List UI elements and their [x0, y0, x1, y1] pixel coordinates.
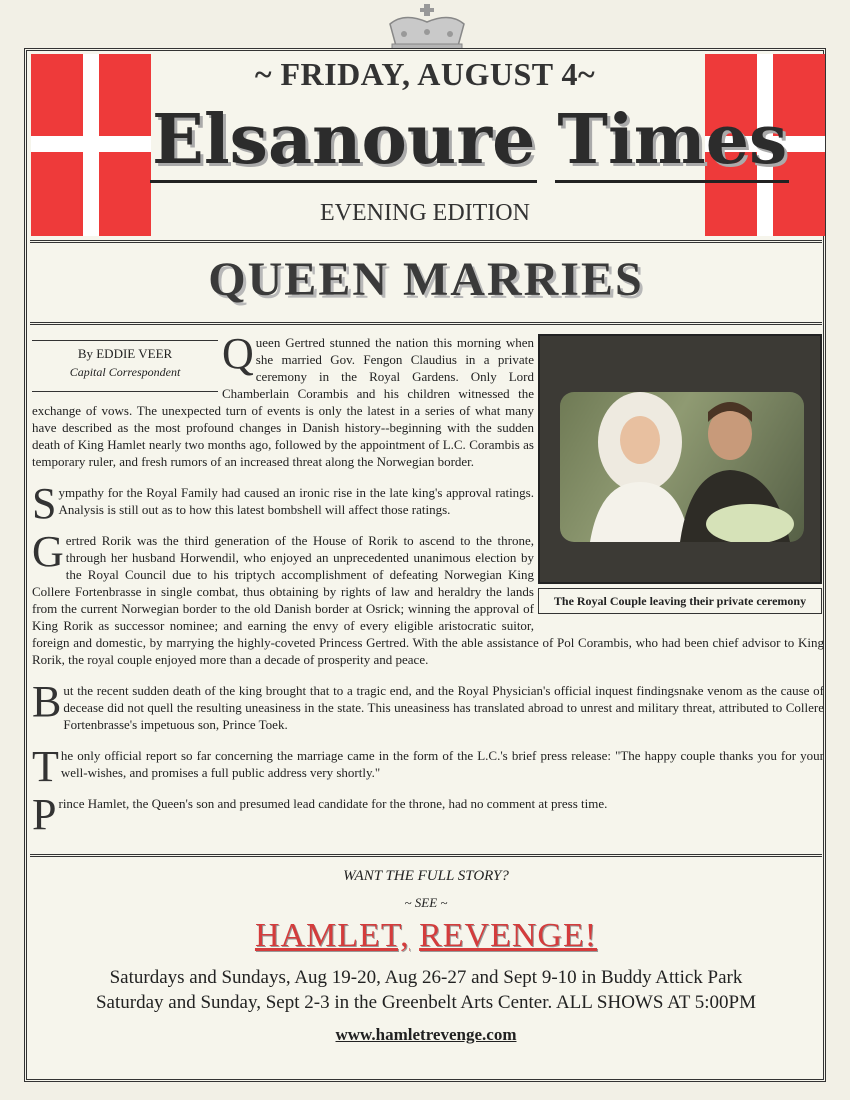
paragraph-text: ut the recent sudden death of the king brought that to a tragic end, and the Royal Physician's official inquest findingsnake venom as the cause of decease did not quell the resulting uneasiness in the state. This uneasiness has translated abroad to unrest and military threat, attributed to Collere Fortenbrasse's impetuous son, Prince Toek.	[63, 683, 824, 732]
play-title-word: HAMLET,	[254, 917, 410, 954]
crown-icon	[384, 4, 470, 54]
masthead-word: Elsanoure	[150, 100, 537, 183]
edition-label: EVENING EDITION	[320, 200, 530, 226]
masthead-word: Times	[555, 100, 789, 183]
drop-cap: G	[32, 527, 64, 576]
paragraph-text: ertred Rorik was the third generation of the House of Rorik to ascend to the throne, through her husband Horwendil, who enjoyed an unprecedented unanimous election by the Royal Council due to his triptych accomplishment of defeating Norwegian King Collere Fortenbrasse in single combat, thus obtaining by rights of law and heraldry the lands from the current Norwegian border to the old Danish border at Osrick; winning the approval of King Rorik as successor nominee; and earning the envy of every eligible aristocratic suitor, foreign and domestic, by marrying the highly-coveted Princess Gertred. With the able assistance of Pol Corambis, who had been chief advisor to King Rorik, the royal couple enjoyed more than a decade of prosperity and peace.	[32, 533, 824, 667]
masthead	[150, 100, 788, 180]
website-link[interactable]: www.hamletrevenge.com	[335, 1025, 517, 1044]
byline	[32, 340, 218, 392]
photo-window	[560, 392, 804, 542]
article-paragraph	[32, 742, 824, 791]
show-dates-line: Saturdays and Sundays, Aug 19-20, Aug 26-27 and Sept 9-10 in Buddy Attick Park	[109, 967, 743, 988]
divider	[30, 854, 822, 857]
issue-date: ~ FRIDAY, AUGUST 4~	[254, 56, 596, 92]
paragraph-text: rince Hamlet, the Queen's son and presumed lead candidate for the throne, had no comment at press time.	[58, 796, 608, 811]
play-title	[30, 917, 822, 955]
drop-cap: T	[32, 742, 59, 791]
promo-section	[30, 868, 822, 1045]
article-photo	[538, 334, 822, 614]
danish-flag-left	[31, 54, 151, 236]
drop-cap: S	[32, 479, 57, 528]
promo-see: ~ SEE ~	[404, 895, 448, 910]
promo-teaser: WANT THE FULL STORY?	[343, 868, 509, 884]
headline: QUEEN MARRIES	[208, 253, 644, 306]
divider	[30, 322, 822, 325]
royal-couple-image	[560, 392, 804, 542]
photo-caption: The Royal Couple leaving their private ceremony	[538, 588, 822, 614]
show-dates-line: Saturday and Sunday, Sept 2-3 in the Greenbelt Arts Center. ALL SHOWS AT 5:00PM	[95, 992, 757, 1013]
paragraph-text: ueen Gertred stunned the nation this morning when she married Gov. Fengon Claudius in a private ceremony in the Royal Gardens. Only Lord Chamberlain Corambis and his children witnessed the exchange of vows. The unexpected turn of events is only the latest in a series of what many have described as the most profound changes in Danish history--beginning with the sudden death of King Hamlet nearly two months ago, followed by the appointment of L.C. Corambis as temporary ruler, and fresh rumors of an increased threat along the Norwegian border.	[32, 335, 534, 469]
play-title-word: REVENGE!	[419, 917, 598, 954]
byline-author: By EDDIE VEER	[77, 346, 173, 361]
drop-cap: Q	[222, 329, 254, 378]
drop-cap: B	[32, 677, 62, 726]
drop-cap: P	[32, 790, 57, 839]
show-dates	[30, 965, 822, 1015]
byline-title: Capital Correspondent	[69, 365, 181, 379]
divider	[30, 240, 822, 243]
article-paragraph	[32, 677, 824, 733]
paragraph-text: ympathy for the Royal Family had caused an ironic rise in the late king's approval ratings. Analysis is still out as to how this latest bombshell will affect those ratings.	[58, 485, 534, 517]
article-paragraph	[32, 790, 824, 839]
paragraph-text: he only official report so far concerning the marriage came in the form of the L.C.'s brief press release: "The happy couple thanks you for your well-wishes, and promises a full public address very shortly."	[60, 748, 824, 780]
photo-car-frame	[538, 334, 822, 584]
